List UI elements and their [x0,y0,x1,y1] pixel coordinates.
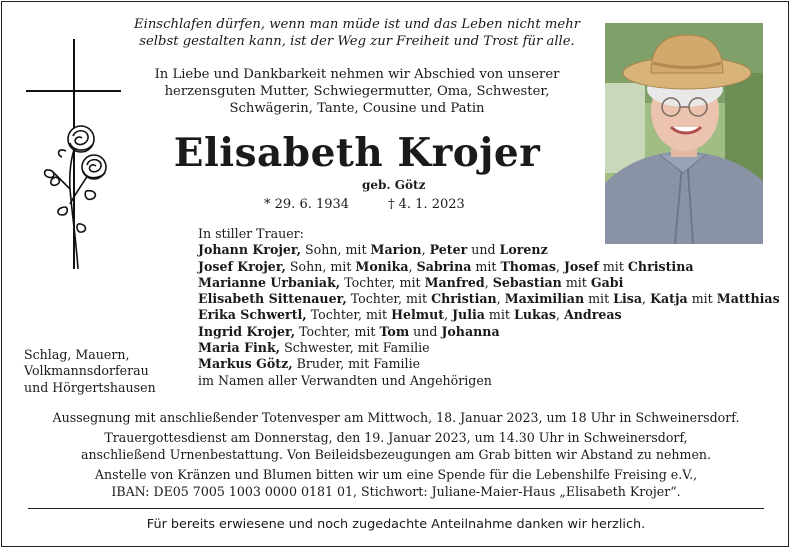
mourner-relation: , [496,291,505,307]
funeral-blessing: Aussegnung mit anschließender Totenvesper am Mittwoch, 18. Januar 2023, um 18 Uhr in Schweinersdorf. [52,410,740,425]
mourner-name: Elisabeth Sittenauer, [198,291,347,307]
place-line: Volkmannsdorferau [24,363,149,379]
obituary-card [1,1,789,547]
motto-quote [112,16,602,50]
deceased-name: Elisabeth Krojer [173,130,541,176]
portrait-photo [605,23,763,244]
mourner-name: Christina [627,258,694,274]
birth-name: geb. Götz [362,178,426,192]
mourner-name: Erika Schwertl, [198,307,307,323]
mourner-relation: , [408,258,417,274]
motto-line: Einschlafen dürfen, wenn man müde ist und das Leben nicht mehr [133,17,581,32]
mourner-relation: Tochter, mit [340,274,425,290]
mourner-line [198,242,780,258]
mourner-line [198,373,780,389]
hometowns [24,347,156,396]
intro-line: In Liebe und Dankbarkeit nehmen wir Abschied von unserer [154,67,560,82]
mourner-line [198,340,780,356]
mourners-list [198,226,780,388]
mourner-relation: , [484,274,493,290]
mourner-name: Lukas [513,307,556,323]
mourner-name: Sabrina [416,258,472,274]
mourner-name: Marion [370,242,422,258]
thanks-note: Für bereits erwiesene und noch zugedachte Anteilnahme danken wir herzlich. [146,517,646,532]
mourner-relation: , [642,291,651,307]
mourner-name: Katja [650,291,688,307]
birth-date: * 29. 6. 1934 [264,197,350,212]
mourner-relation: Tochter, mit [295,323,380,339]
mourner-relation: und [467,242,500,258]
mourner-name: Peter [429,242,468,258]
mourner-relation: Sohn, mit [285,258,356,274]
mourner-line [198,275,780,291]
mourner-relation: Sohn, mit [301,242,371,258]
mourner-line [198,291,780,307]
mourner-name: Lorenz [499,242,548,258]
mourner-relation: im Namen aller Verwandten und Angehörigen [198,372,492,388]
mourner-name: Ingrid Krojer, [198,323,296,339]
mourner-relation: Tochter, mit [306,307,392,323]
motto-line: selbst gestalten kann, ist der Weg zur Freiheit und Trost für alle. [139,34,575,49]
donation-line: Anstelle von Kränzen und Blumen bitten wir um eine Spende für die Lebenshilfe Freising e.V., [94,467,698,483]
intro-text [112,66,602,117]
mourner-name: Manfred [424,274,485,290]
mourner-relation: Schwester, mit Familie [280,340,430,356]
mourner-relation: , [555,258,564,274]
mourner-name: Andreas [563,307,622,323]
donation-request [12,467,780,500]
mourner-relation: mit [687,291,717,307]
funeral-mass-line: anschließend Urnenbestattung. Von Beileidsbezeugungen am Grab bitten wir Abstand zu nehmen. [80,446,712,462]
mourner-name: Josef [563,258,599,274]
mourner-name: Christian [431,291,497,307]
mourner-relation: mit [471,258,501,274]
mourner-name: Lisa [613,291,643,307]
mourner-line [198,307,780,323]
mourner-name: Helmut [391,307,445,323]
mourner-relation: , [444,307,453,323]
mourner-relation: mit [598,258,628,274]
mourner-line [198,324,780,340]
mourner-relation: , [555,307,564,323]
mourner-name: Matthias [716,291,780,307]
mourner-relation: Bruder, mit Familie [292,356,421,372]
place-line: und Hörgertshausen [24,379,156,395]
mourner-relation: mit [561,274,591,290]
mourner-name: Johann Krojer, [198,242,302,258]
mourner-name: Julia [452,307,485,323]
mourner-name: Gabi [590,274,624,290]
mourner-relation: , [421,242,430,258]
mourner-relation: Tochter, mit [346,291,432,307]
donation-line: IBAN: DE05 7005 1003 0000 0181 01, Stichwort: Juliane-Maier-Haus „Elisabeth Krojer“. [111,483,681,499]
mourner-name: Thomas [500,258,556,274]
mourner-name: Johanna [441,323,500,339]
service-details [12,410,780,504]
mourner-relation: und [409,323,442,339]
mourners-heading: In stiller Trauer: [198,226,304,241]
place-line: Schlag, Mauern, [24,347,130,362]
funeral-mass [12,430,780,463]
mourner-name: Marianne Urbaniak, [198,274,341,290]
death-date: † 4. 1. 2023 [388,197,465,212]
mourner-name: Josef Krojer, [198,258,286,274]
mourner-name: Markus Götz, [198,356,293,372]
mourner-line [198,259,780,275]
intro-line: herzensguten Mutter, Schwiegermutter, Oma, Schwester, [164,84,550,99]
mourner-name: Tom [379,323,410,339]
cross-with-rose-icon [26,39,121,269]
mourner-relation: mit [584,291,614,307]
mourner-relation: mit [484,307,514,323]
funeral-mass-line: Trauergottesdienst am Donnerstag, den 19. Januar 2023, um 14.30 Uhr in Schweinersdorf, [104,430,688,446]
mourner-name: Maria Fink, [198,340,281,356]
mourner-lines [198,242,780,388]
divider [28,508,764,509]
mourner-line [198,356,780,372]
mourner-name: Monika [355,258,409,274]
mourner-name: Maximilian [504,291,585,307]
intro-line: Schwägerin, Tante, Cousine und Patin [229,101,485,116]
mourner-name: Sebastian [492,274,562,290]
